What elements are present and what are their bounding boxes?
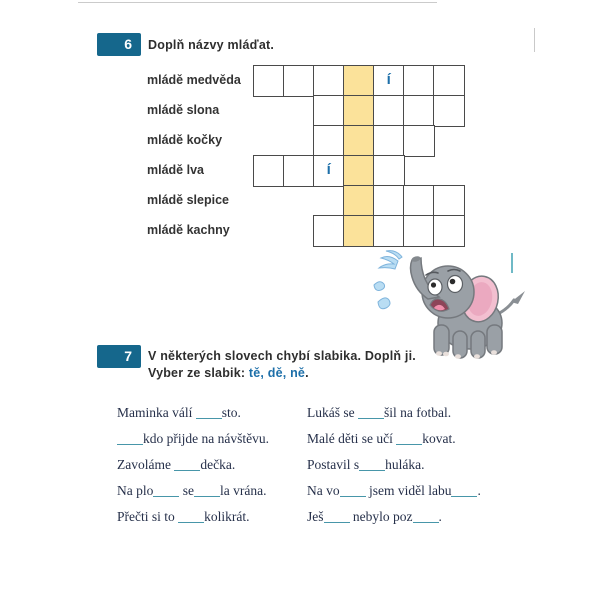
water-droplet-icon bbox=[378, 298, 390, 309]
syllable-blank[interactable] bbox=[196, 412, 222, 419]
crossword-cell[interactable] bbox=[373, 155, 405, 187]
syllable-blank[interactable] bbox=[324, 516, 350, 523]
syllable-blank[interactable] bbox=[340, 490, 366, 497]
elephant-eye bbox=[448, 276, 463, 293]
page-edge-line bbox=[78, 2, 437, 3]
syllable-blank[interactable] bbox=[358, 412, 384, 419]
crossword-cell[interactable] bbox=[253, 155, 285, 187]
crossword-cell[interactable] bbox=[433, 185, 465, 217]
sentence: Postavil s huláka. bbox=[307, 457, 425, 472]
sentence: Zavoláme dečka. bbox=[117, 457, 236, 472]
crossword-cell[interactable] bbox=[403, 65, 435, 97]
crossword-cell[interactable] bbox=[313, 215, 345, 247]
syllable-blank[interactable] bbox=[153, 490, 179, 497]
sentence: Na plo se la vrána. bbox=[117, 483, 267, 498]
crossword-cell[interactable] bbox=[283, 65, 315, 97]
crossword-cell[interactable] bbox=[403, 95, 435, 127]
crossword-clue-label: mládě lva bbox=[147, 163, 204, 177]
crossword-cell[interactable] bbox=[373, 95, 405, 127]
crossword-cell-highlighted[interactable] bbox=[343, 185, 375, 217]
crossword-cell-highlighted[interactable] bbox=[343, 65, 375, 97]
exercise-6-title: Doplň názvy mláďat. bbox=[148, 38, 275, 52]
syllable-blank[interactable] bbox=[396, 438, 422, 445]
crossword-clue-label: mládě kočky bbox=[147, 133, 223, 147]
water-droplet-icon bbox=[374, 282, 385, 291]
crossword-cell-prefilled[interactable]: í bbox=[313, 155, 345, 187]
sentence-column-left bbox=[117, 404, 312, 534]
crossword-cell[interactable] bbox=[403, 185, 435, 217]
sentence: kdo přijde na návštěvu. bbox=[117, 430, 312, 447]
exercise-6-number-badge: 6 bbox=[97, 33, 141, 56]
crossword-cell-highlighted[interactable] bbox=[343, 125, 375, 157]
syllable-blank[interactable] bbox=[117, 438, 143, 445]
elephant-illustration bbox=[368, 247, 528, 362]
exercise-7-title-line2 bbox=[148, 366, 309, 380]
exercise-7-number-badge: 7 bbox=[97, 345, 141, 368]
crossword-cell[interactable] bbox=[373, 125, 405, 157]
syllable-options: tě, dě, ně bbox=[248, 366, 306, 380]
sentence: Ješ nebylo poz . bbox=[307, 509, 442, 524]
page-edge-tick bbox=[534, 28, 535, 52]
crossword-clue-label: mládě medvěda bbox=[147, 73, 241, 87]
sentence: Malé děti se učí kovat. bbox=[307, 431, 456, 446]
syllable-blank[interactable] bbox=[413, 516, 439, 523]
crossword-cell[interactable] bbox=[373, 185, 405, 217]
exercise-7-title-line1: V některých slovech chybí slabika. Doplň ji. bbox=[148, 349, 416, 363]
crossword-cell[interactable] bbox=[433, 65, 465, 97]
crossword-cell[interactable] bbox=[253, 65, 285, 97]
crossword-cell[interactable] bbox=[313, 65, 345, 97]
crossword-cell-highlighted[interactable] bbox=[343, 155, 375, 187]
crossword-cell[interactable] bbox=[433, 95, 465, 127]
syllable-blank[interactable] bbox=[194, 490, 220, 497]
crossword-cell[interactable] bbox=[433, 215, 465, 247]
crossword-cell-highlighted[interactable] bbox=[343, 95, 375, 127]
syllable-blank[interactable] bbox=[174, 464, 200, 471]
syllable-blank[interactable] bbox=[359, 464, 385, 471]
crossword-cell[interactable] bbox=[313, 125, 345, 157]
crossword-cell[interactable] bbox=[403, 215, 435, 247]
crossword-cell-highlighted[interactable] bbox=[343, 215, 375, 247]
sentence: Přečti si to kolikrát. bbox=[117, 509, 250, 524]
crossword-cell[interactable] bbox=[313, 95, 345, 127]
crossword-clue-label: mládě slepice bbox=[147, 193, 229, 207]
syllable-blank[interactable] bbox=[451, 490, 477, 497]
water-splash-icon bbox=[379, 257, 398, 269]
syllable-instruction-suffix: . bbox=[305, 366, 309, 380]
syllable-blank[interactable] bbox=[178, 516, 204, 523]
crossword-clue-label: mládě kachny bbox=[147, 223, 230, 237]
crossword-cell[interactable] bbox=[283, 155, 315, 187]
sentence: Maminka válí sto. bbox=[117, 405, 241, 420]
sentence-column-right bbox=[307, 404, 502, 534]
crossword-clue-label: mládě slona bbox=[147, 103, 220, 117]
crossword-cell-prefilled[interactable]: í bbox=[373, 65, 405, 97]
syllable-instruction-prefix: Vyber ze slabik: bbox=[148, 366, 249, 380]
sentence: Lukáš se šil na fotbal. bbox=[307, 405, 452, 420]
sentence: Na vo jsem viděl labu . bbox=[307, 483, 481, 498]
crossword-cell[interactable] bbox=[403, 125, 435, 157]
crossword-cell[interactable] bbox=[373, 215, 405, 247]
